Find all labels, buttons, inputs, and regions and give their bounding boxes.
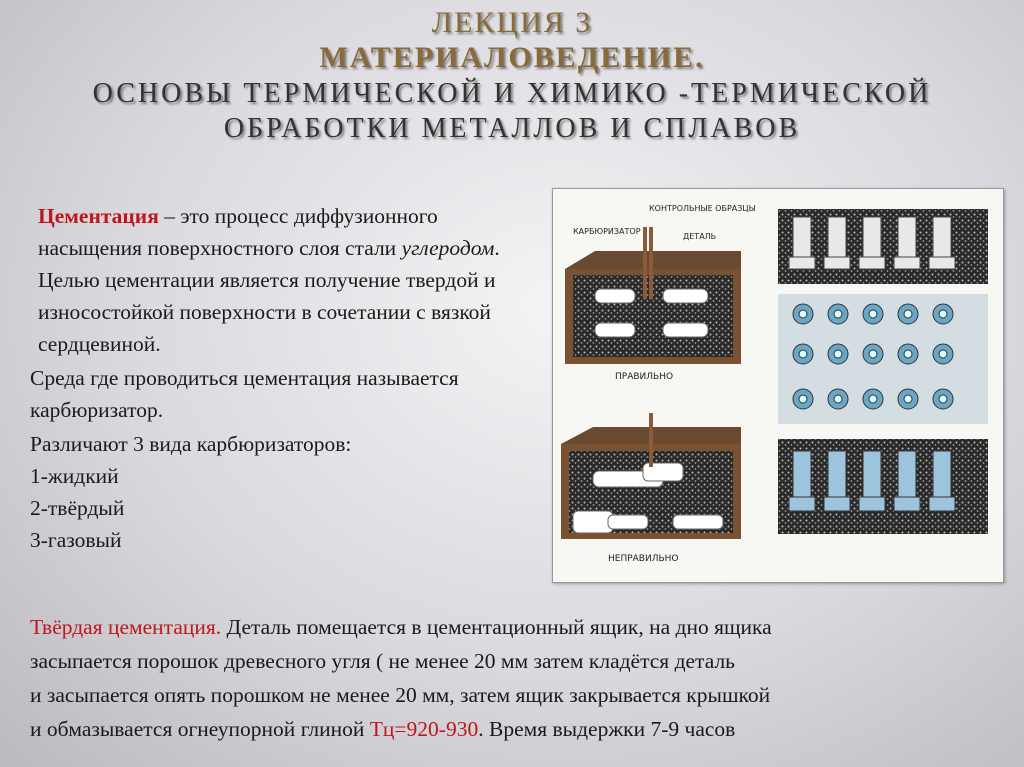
topic-title-line2: ОБРАБОТКИ МЕТАЛЛОВ И СПЛАВОВ	[223, 113, 801, 144]
solid-line4-post: . Время выдержки 7-9 часов	[478, 717, 736, 741]
parts-bottom-row	[778, 439, 988, 534]
box-correct	[565, 227, 741, 364]
left-text-block	[30, 200, 535, 556]
label-control-samples: КОНТРОЛЬНЫЕ ОБРАЗЦЫ	[649, 204, 756, 213]
carburizing-box-illustration	[552, 188, 1004, 583]
definition-part2: . Целью цементации является получение твердой и износостойкой поверхности в сочетании с вязкой сердцевиной.	[38, 236, 500, 356]
term-cementation: Цементация	[38, 204, 159, 228]
kinds-intro: Различают 3 вида карбюризаторов:	[30, 432, 352, 456]
definition-part1: – это процесс диффузионного насыщения поверхностного слоя стали	[38, 204, 438, 260]
slide-title	[0, 0, 1024, 146]
solid-cementation-text	[30, 610, 1024, 746]
box-incorrect	[561, 413, 741, 539]
label-incorrect: НЕПРАВИЛЬНО	[608, 554, 679, 564]
illustration-svg	[553, 189, 1003, 582]
solid-line3: и засыпается опять порошком не менее 20 мм, затем ящик закрывается крышкой	[30, 683, 771, 707]
kind-item: 2-твёрдый	[30, 496, 125, 520]
definition-paragraph	[30, 200, 535, 360]
solid-line1	[30, 610, 1024, 644]
medium-paragraph: Среда где проводиться цементация называется карбюризатор.	[30, 366, 459, 422]
kind-item: 1-жидкий	[30, 464, 119, 488]
kind-item: 3-газовый	[30, 528, 122, 552]
solid-heading: Твёрдая цементация.	[30, 615, 222, 639]
solid-line4-pre: и обмазывается огнеупорной глиной	[30, 717, 370, 741]
solid-line1-rest: Деталь помещается в цементационный ящик, на дно ящика	[221, 615, 772, 639]
parts-top-row	[778, 209, 988, 284]
solid-line4	[30, 712, 1024, 746]
label-part: ДЕТАЛЬ	[683, 232, 717, 241]
carbon-word: углеродом	[401, 236, 495, 260]
subject-title: МАТЕРИАЛОВЕДЕНИЕ.	[319, 41, 705, 74]
topic-title-line1: ОСНОВЫ ТЕРМИЧЕСКОЙ И ХИМИКО -ТЕРМИЧЕСКОЙ	[92, 78, 932, 109]
samples-grid	[778, 294, 988, 424]
label-correct: ПРАВИЛЬНО	[615, 372, 674, 382]
label-carburizer: КАРБЮРИЗАТОР	[573, 227, 641, 236]
cementation-temperature: Тц=920-930	[369, 717, 479, 741]
solid-line2: засыпается порошок древесного угля ( не менее 20 мм затем кладётся деталь	[30, 649, 735, 673]
lecture-number: ЛЕКЦИЯ 3	[431, 6, 593, 39]
